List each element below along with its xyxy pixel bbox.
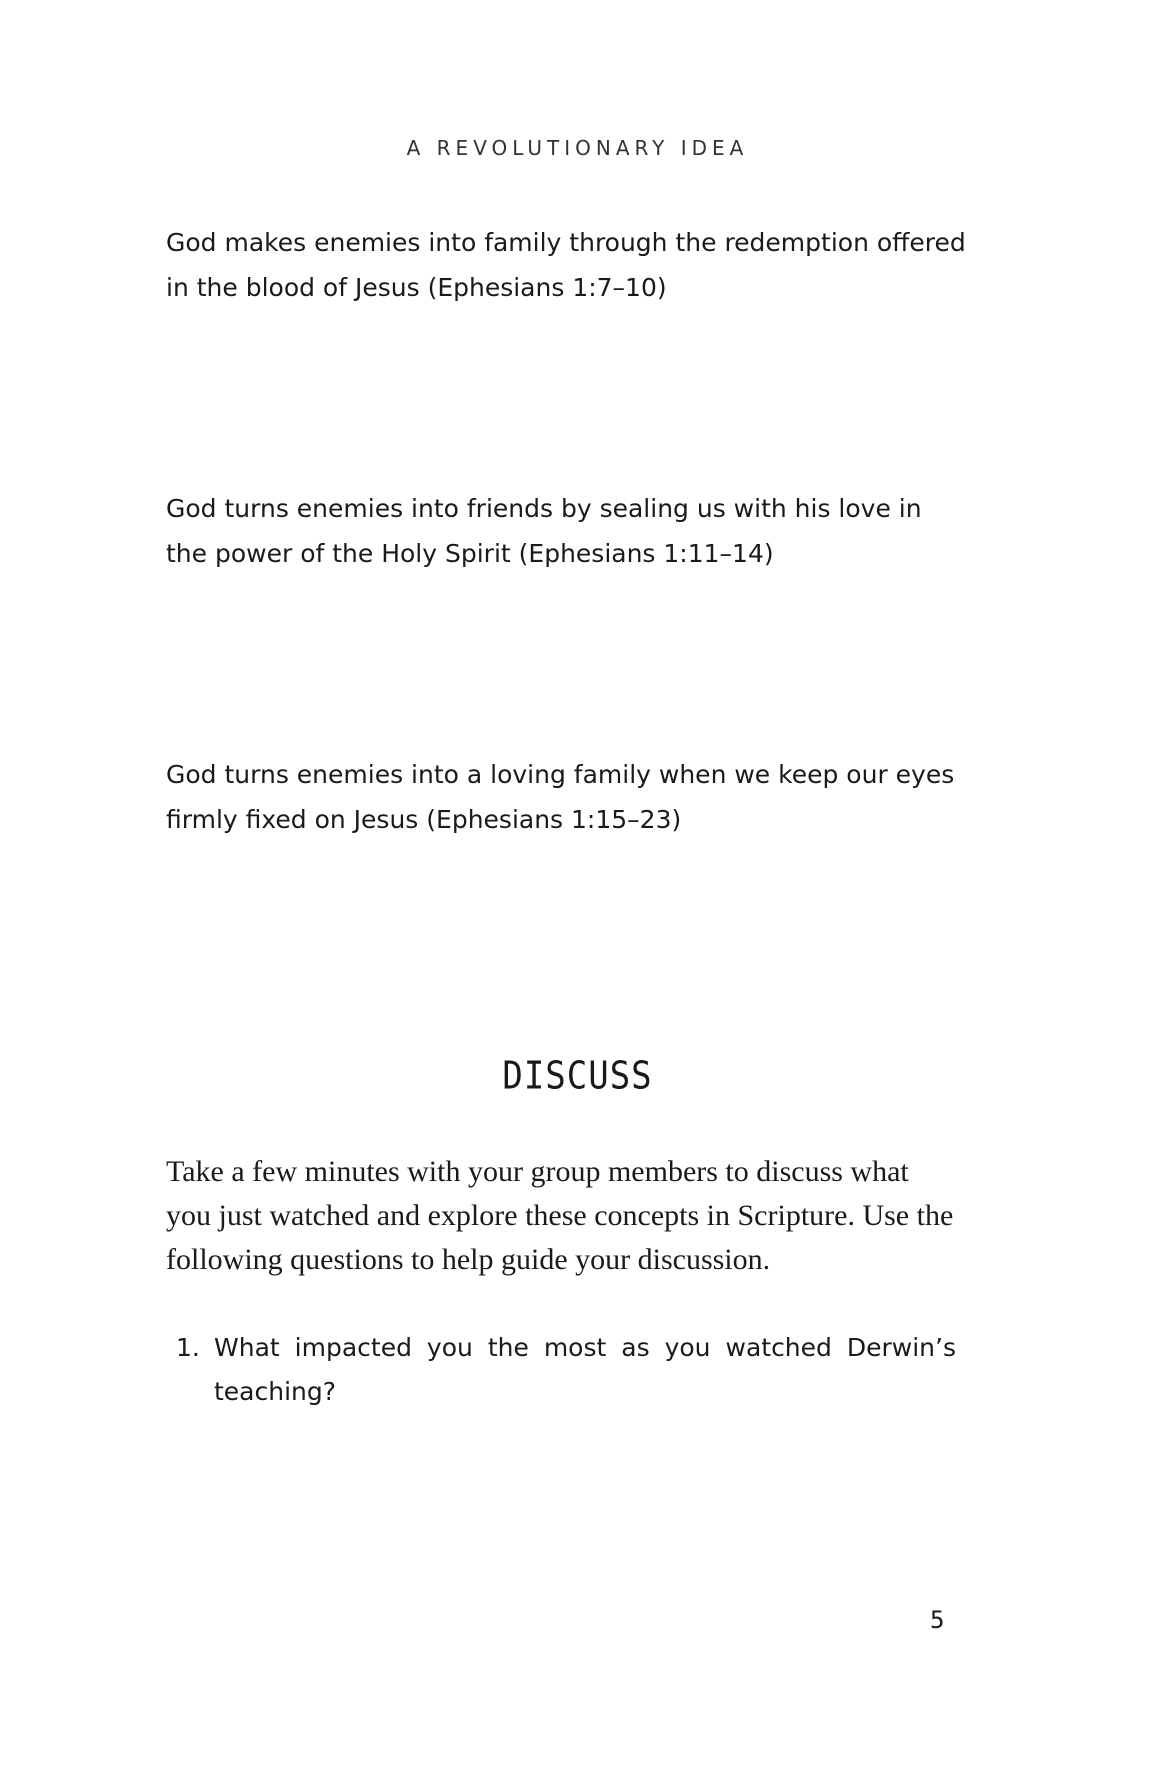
section-heading-discuss: DISCUSS xyxy=(502,1053,653,1099)
question-number: 1. xyxy=(176,1333,200,1362)
question-text: What impacted you the most as you watched Derwin’s teaching? xyxy=(214,1333,956,1406)
running-head: A REVOLUTIONARY IDEA xyxy=(406,136,749,160)
teaching-point: God makes enemies into family through the redemption offered in the blood of Jesus (Ephesians 1:7–10) xyxy=(166,228,966,302)
discuss-intro-paragraph: Take a few minutes with your group members to discuss what you just watched and explore these concepts in Scripture. Use the following questions to help guide your discussion. xyxy=(166,1155,954,1276)
discussion-question xyxy=(166,1326,956,1414)
teaching-point: God turns enemies into a loving family when we keep our eyes firmly fixed on Jesus (Ephesians 1:15–23) xyxy=(166,760,955,834)
teaching-point: God turns enemies into friends by sealing us with his love in the power of the Holy Spirit (Ephesians 1:11–14) xyxy=(166,494,922,568)
page-number: 5 xyxy=(930,1606,945,1634)
